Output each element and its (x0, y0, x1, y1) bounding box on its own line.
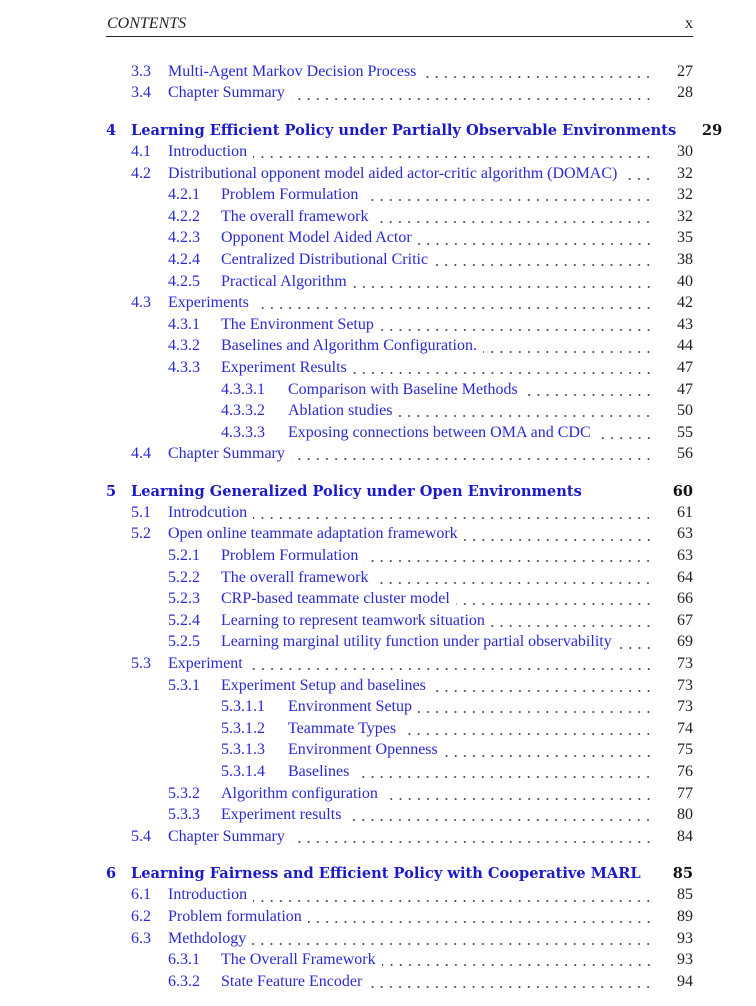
section-number: 4.3.3.1 (221, 380, 265, 398)
section-number: 5.3.1.4 (221, 762, 265, 780)
section-title: Problem Formulation (221, 186, 359, 204)
header-title: CONTENTS (107, 15, 187, 32)
section-title: Problem Formulation (221, 547, 359, 565)
section-number: 5.2.1 (168, 547, 200, 565)
dot-leader (347, 804, 653, 826)
page-number: 28 (677, 84, 693, 102)
dot-leader (291, 826, 653, 848)
toc-section-entry[interactable] (106, 379, 693, 401)
section-title: Teammate Types (288, 719, 397, 737)
dot-leader (418, 228, 653, 250)
section-number: 3.3 (131, 62, 151, 80)
dot-leader (402, 718, 653, 740)
section-title: Comparison with Baseline Methods (288, 380, 518, 398)
page-number: 84 (677, 827, 693, 845)
section-title: The Overall Framework (221, 951, 376, 969)
page-number: 42 (677, 294, 693, 312)
page-number: 32 (677, 186, 693, 204)
section-number: 4.3 (131, 294, 151, 312)
dot-leader (353, 357, 653, 379)
dot-leader (374, 567, 653, 589)
section-title: Practical Algorithm (221, 272, 347, 290)
page-number: 64 (677, 568, 693, 586)
dot-leader (384, 783, 653, 805)
section-number: 4.2.3 (168, 229, 200, 247)
page-number: 29 (701, 121, 723, 139)
toc-section-entry[interactable] (106, 653, 693, 675)
toc-section-entry[interactable] (106, 163, 693, 185)
dot-leader (355, 761, 653, 783)
section-title: Experiments (168, 294, 249, 312)
section-title: Learning Fairness and Efficient Policy with Cooperative MARL (131, 865, 641, 883)
dot-leader (353, 271, 653, 293)
section-title: Learning Generalized Policy under Open Environments (131, 482, 582, 500)
page-number: 67 (677, 611, 693, 629)
section-title: Multi-Agent Markov Decision Process (168, 62, 417, 80)
dot-leader (291, 443, 653, 465)
section-title: Chapter Summary (168, 84, 285, 102)
toc-section-entry[interactable] (106, 885, 693, 907)
page-number: 76 (677, 762, 693, 780)
page-number: 73 (677, 676, 693, 694)
page-number: 60 (672, 482, 693, 500)
table-of-contents (106, 61, 723, 993)
dot-leader (253, 141, 653, 163)
section-number: 4.3.3.3 (221, 423, 265, 441)
toc-section-entry[interactable] (106, 928, 693, 950)
toc-section-entry[interactable] (106, 141, 693, 163)
dot-leader (432, 675, 653, 697)
page-number: 85 (677, 886, 693, 904)
section-title: Experiment (168, 655, 243, 673)
section-number: 4.2.5 (168, 272, 200, 290)
page-number: 43 (677, 315, 693, 333)
section-number: 4.3.3.2 (221, 402, 265, 420)
section-number: 5.3.1.2 (221, 719, 265, 737)
section-number: 5.3 (131, 655, 151, 673)
section-number: 4.3.1 (168, 315, 200, 333)
section-title: Baselines and Algorithm Configuration. (221, 337, 477, 355)
page-number: 61 (677, 503, 693, 521)
section-number: 3.4 (131, 84, 151, 102)
section-title: Exposing connections between OMA and CDC (288, 423, 591, 441)
page-number: 80 (677, 806, 693, 824)
section-title: Experiment Setup and baselines (221, 676, 426, 694)
page-number: 32 (677, 207, 693, 225)
dot-leader (382, 949, 653, 971)
section-title: The overall framework (221, 568, 369, 586)
page-number: 44 (677, 337, 693, 355)
page-number: 93 (677, 951, 693, 969)
section-number: 4.3.2 (168, 337, 200, 355)
section-number: 5.2.3 (168, 590, 200, 608)
dot-leader (291, 83, 653, 105)
section-number: 4.2.2 (168, 207, 200, 225)
page-number: 27 (677, 62, 693, 80)
toc-section-entry[interactable] (106, 206, 693, 228)
dot-leader (418, 696, 653, 718)
dot-leader (252, 928, 653, 950)
page-number: 93 (677, 929, 693, 947)
dot-leader (491, 610, 653, 632)
toc-section-entry[interactable] (106, 740, 693, 762)
dot-leader (623, 163, 653, 185)
section-number: 4.2.4 (168, 250, 200, 268)
toc-section-entry[interactable] (106, 588, 693, 610)
section-number: 5.4 (131, 827, 151, 845)
toc-chapter-entry[interactable] (106, 863, 693, 885)
section-title: Experiment results (221, 806, 342, 824)
dot-leader (464, 524, 653, 546)
page-number: 30 (677, 142, 693, 160)
toc-section-entry[interactable] (106, 971, 693, 993)
section-number: 5 (106, 482, 117, 500)
dot-leader (524, 379, 653, 401)
section-number: 6.3.2 (168, 972, 200, 990)
section-title: Open online teammate adaptation framework (168, 525, 458, 543)
section-number: 5.2.2 (168, 568, 200, 586)
dot-leader (597, 422, 653, 444)
page-number: 32 (677, 164, 693, 182)
page-number: 75 (677, 741, 693, 759)
toc-section-entry[interactable] (106, 249, 693, 271)
toc-section-entry[interactable] (106, 906, 693, 928)
section-number: 5.2.5 (168, 633, 200, 651)
toc-section-entry[interactable] (106, 610, 693, 632)
toc-section-entry[interactable] (106, 783, 693, 805)
section-title: Environment Openness (288, 741, 438, 759)
toc-section-entry[interactable] (106, 357, 693, 379)
dot-leader (380, 314, 653, 336)
section-title: Introdcution (168, 503, 248, 521)
section-number: 4.3.3 (168, 358, 200, 376)
section-title: Chapter Summary (168, 445, 285, 463)
section-number: 6.1 (131, 886, 151, 904)
toc-section-entry[interactable] (106, 422, 693, 444)
dot-leader (374, 206, 653, 228)
page-number: 77 (677, 784, 693, 802)
section-title: CRP-based teammate cluster model (221, 590, 450, 608)
toc-section-entry[interactable] (106, 184, 693, 206)
dot-leader (434, 249, 653, 271)
toc-section-entry[interactable] (106, 524, 693, 546)
dot-leader (456, 588, 653, 610)
page-number: 63 (677, 525, 693, 543)
section-number: 4.2 (131, 164, 151, 182)
dot-leader (364, 545, 653, 567)
dot-leader (422, 61, 653, 83)
toc-section-entry[interactable] (106, 567, 693, 589)
dot-leader (398, 400, 653, 422)
toc-section-entry[interactable] (106, 271, 693, 293)
dot-leader (647, 863, 653, 885)
section-number: 5.3.2 (168, 784, 200, 802)
page-number: 73 (677, 698, 693, 716)
dot-leader (308, 906, 653, 928)
toc-section-entry[interactable] (106, 804, 693, 826)
section-title: Distributional opponent model aided actor-critic algorithm (DOMAC) (168, 164, 618, 182)
page-number: 69 (677, 633, 693, 651)
page-number: 55 (677, 423, 693, 441)
section-title: Baselines (288, 762, 350, 780)
toc-section-entry[interactable] (106, 761, 693, 783)
page-number: 40 (677, 272, 693, 290)
section-title: Methdology (168, 929, 247, 947)
header-page-number: x (685, 15, 693, 32)
section-title: Learning Efficient Policy under Partially Observable Environments (131, 121, 677, 139)
section-number: 4 (106, 121, 117, 139)
section-title: Problem formulation (168, 907, 302, 925)
dot-leader (364, 184, 653, 206)
section-number: 6.2 (131, 907, 151, 925)
section-number: 4.2.1 (168, 186, 200, 204)
dot-leader (483, 336, 653, 358)
page-number: 50 (677, 402, 693, 420)
section-number: 4.4 (131, 445, 151, 463)
dot-leader (249, 653, 653, 675)
toc-chapter-entry[interactable] (106, 120, 723, 142)
toc-section-entry[interactable] (106, 502, 693, 524)
section-title: Opponent Model Aided Actor (221, 229, 412, 247)
toc-section-entry[interactable] (106, 949, 693, 971)
section-title: Centralized Distributional Critic (221, 250, 429, 268)
section-title: Learning marginal utility function under partial observability (221, 633, 612, 651)
page-number: 73 (677, 655, 693, 673)
section-number: 4.1 (131, 142, 151, 160)
dot-leader (253, 502, 653, 524)
toc-section-entry[interactable] (106, 292, 693, 314)
dot-leader (255, 292, 653, 314)
toc-section-entry[interactable] (106, 696, 693, 718)
page-number: 63 (677, 547, 693, 565)
section-title: Chapter Summary (168, 827, 285, 845)
toc-section-entry[interactable] (106, 83, 693, 105)
section-number: 6.3.1 (168, 951, 200, 969)
page-number: 89 (677, 907, 693, 925)
toc-section-entry[interactable] (106, 632, 693, 654)
page-number: 85 (672, 865, 693, 883)
toc-section-entry[interactable] (106, 314, 693, 336)
section-title: Algorithm configuration (221, 784, 378, 802)
section-title: Experiment Results (221, 358, 347, 376)
dot-leader (588, 480, 653, 502)
toc-section-entry[interactable] (106, 718, 693, 740)
section-number: 5.2 (131, 525, 151, 543)
toc-section-entry[interactable] (106, 400, 693, 422)
toc-section-entry[interactable] (106, 228, 693, 250)
toc-section-entry[interactable] (106, 675, 693, 697)
toc-chapter-entry[interactable] (106, 480, 693, 502)
dot-leader (618, 632, 653, 654)
section-number: 6.3 (131, 929, 151, 947)
section-number: 5.3.3 (168, 806, 200, 824)
dot-leader (368, 971, 653, 993)
section-title: Ablation studies (288, 402, 393, 420)
section-title: State Feature Encoder (221, 972, 363, 990)
toc-section-entry[interactable] (106, 443, 693, 465)
page-number: 94 (677, 972, 693, 990)
section-title: Environment Setup (288, 698, 412, 716)
toc-section-entry[interactable] (106, 336, 693, 358)
page-number: 66 (677, 590, 693, 608)
section-number: 5.1 (131, 503, 151, 521)
toc-section-entry[interactable] (106, 826, 693, 848)
section-title: Introduction (168, 886, 248, 904)
page-number: 74 (677, 719, 693, 737)
toc-section-entry[interactable] (106, 61, 693, 83)
section-number: 5.2.4 (168, 611, 200, 629)
section-title: The Environment Setup (221, 315, 374, 333)
running-header (106, 12, 693, 37)
section-number: 5.3.1 (168, 676, 200, 694)
page-number: 35 (677, 229, 693, 247)
page-number: 38 (677, 250, 693, 268)
page-number: 47 (677, 358, 693, 376)
dot-leader (253, 885, 653, 907)
dot-leader (444, 740, 653, 762)
section-number: 6 (106, 865, 117, 883)
section-title: Learning to represent teamwork situation (221, 611, 485, 629)
toc-section-entry[interactable] (106, 545, 693, 567)
page-number: 56 (677, 445, 693, 463)
section-number: 5.3.1.1 (221, 698, 265, 716)
section-title: The overall framework (221, 207, 369, 225)
section-title: Introduction (168, 142, 248, 160)
section-number: 5.3.1.3 (221, 741, 265, 759)
page-number: 47 (677, 380, 693, 398)
